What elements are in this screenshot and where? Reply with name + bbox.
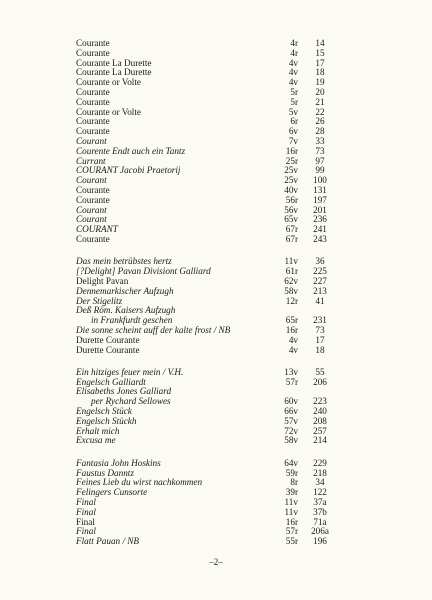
entry-folio: 55r [285,536,298,547]
index-entry [0,235,432,245]
index-entry [0,59,432,69]
entry-number: 225 [313,266,327,277]
index-entry [0,508,432,518]
entry-folio: 4v [288,67,298,78]
index-entry [0,417,432,427]
entry-title: Currant [76,155,106,166]
entry-number: 14 [315,38,325,48]
entry-folio: 11v [284,256,298,267]
entry-number: 20 [315,86,325,97]
entry-title: Courante or Volte [76,106,141,117]
entry-number: 28 [315,126,325,137]
entry-title: Engelsch Stück [76,406,132,417]
entry-folio: 58v [284,435,298,446]
entry-title: Erhalt mich [76,425,120,436]
entry-title: Courante [76,194,110,205]
entry-number: 229 [313,457,327,468]
entry-number: 223 [313,396,327,407]
index-entry [0,336,432,346]
entry-title: Courente Endt auch ein Tantz [76,145,186,156]
entry-title: Dennemarkischer Aufzugh [76,285,174,296]
index-entry [0,215,432,225]
entry-folio: 25r [285,155,298,166]
index-entry [0,88,432,98]
entry-number: 41 [315,295,325,306]
index-entry [0,166,432,176]
index-entry [0,469,432,479]
entry-folio: 40v [284,184,298,195]
entry-folio: 4r [290,38,298,48]
entry-title: Die sonne scheint auff der kalte frost / NB [76,324,231,335]
index-entry [0,186,432,196]
entry-number: 71a [313,516,327,527]
entry-folio: 25v [284,165,298,176]
entry-folio: 59r [285,467,298,478]
entry-folio: 39r [285,487,298,498]
entry-title: Courante [76,126,110,137]
entry-number: 17 [315,334,325,345]
entry-folio: 6v [288,126,298,137]
entry-folio: 62v [284,275,298,286]
index-entry [0,49,432,59]
entry-number: 36 [315,256,325,267]
entry-folio: 72v [284,425,298,436]
entry-number: 37a [313,497,327,508]
entry-folio: 12r [285,295,298,306]
index-entry [0,326,432,336]
index-entry [0,206,432,216]
entry-number: 21 [315,96,325,107]
index-entry [0,196,432,206]
entry-title: COURANT Jacobi Praetorij [76,165,181,176]
entry-folio: 4v [288,334,298,345]
entry-folio: 11v [284,506,298,517]
entry-number: 218 [313,467,327,478]
entry-title: Courant [76,204,107,215]
index-entry [0,39,432,49]
entry-folio: 57r [285,376,298,387]
entry-title: COURANT [76,224,118,235]
index-entry [0,407,432,417]
entry-number: 243 [313,233,327,244]
index-entry [0,387,432,397]
entry-folio: 58v [284,285,298,296]
index-entry [0,498,432,508]
entry-number: 236 [313,214,327,225]
index-entry [0,397,432,407]
entry-folio: 67r [285,233,298,244]
index-entry [0,277,432,287]
index-entry [0,378,432,388]
entry-folio: 16r [285,516,298,527]
index-entry [0,147,432,157]
entry-title: Courant [76,175,107,186]
entry-title: Courante [76,184,110,195]
entry-folio: 5r [290,86,298,97]
index-entry [0,488,432,498]
entry-number: 73 [315,145,325,156]
entry-title: in Frankfurdt geschen [91,315,173,326]
entry-folio: 6r [290,116,298,127]
entry-title: Final [76,497,96,508]
entry-title: Final [76,516,95,527]
entry-title: Courant [76,214,107,225]
entry-title: Engelsch Stückh [76,415,137,426]
entry-title: [?Delight] Pavan Divisiont Galliard [76,266,211,277]
index-entry [0,267,432,277]
index-entry [0,225,432,235]
entry-number: 206 [313,376,327,387]
index-entry [0,287,432,297]
entry-number: 55 [315,366,325,377]
index-entry [0,127,432,137]
entry-number: 196 [313,536,327,547]
entry-folio: 11v [284,497,298,508]
entry-title: Ein hitziges feuer mein / V.H. [76,366,184,377]
entry-title: Excusa me [76,435,116,446]
entry-number: 34 [315,477,325,488]
entry-number: 206a [311,526,329,537]
entry-title: Courante or Volte [76,77,141,88]
entry-number: 201 [313,204,327,215]
entry-number: 257 [313,425,327,436]
entry-number: 197 [313,194,327,205]
entry-title: Engelsch Galliardt [76,376,146,387]
entry-title: Deß Röm. Kaisers Aufzugh [76,305,176,316]
entry-title: Das mein betrübstes hertz [76,256,172,267]
entry-number: 122 [313,487,327,498]
entry-number: 18 [315,67,325,78]
entry-title: Courante [76,96,110,107]
entry-number: 231 [313,315,327,326]
entry-number: 131 [313,184,327,195]
entry-title: Delight Pavan [76,275,129,286]
section-gap [0,355,432,368]
entry-number: 17 [315,57,325,68]
entry-folio: 5r [290,96,298,107]
entry-number: 22 [315,106,325,117]
entry-title: Final [76,506,96,517]
entry-folio: 60v [284,396,298,407]
entry-number: 15 [315,47,325,58]
index-entry [0,306,432,316]
entry-title: Courant [76,135,107,146]
index-entry [0,68,432,78]
entry-title: Durette Courante [76,334,140,345]
entry-folio: 5v [288,106,298,117]
index-entry [0,297,432,307]
entry-title: Courante [76,116,110,127]
index-entry [0,346,432,356]
entry-folio: 57v [284,415,298,426]
entry-number: 240 [313,406,327,417]
index-entry [0,527,432,537]
entry-folio: 64v [284,457,298,468]
entry-title: Elisabeths Jones Galliard [76,386,172,397]
entry-number: 37b [313,506,327,517]
index-entry [0,368,432,378]
entry-folio: 7v [288,135,298,146]
entry-title: Courante [76,47,110,58]
entry-number: 227 [313,275,327,286]
entry-number: 100 [313,175,327,186]
index-entry [0,436,432,446]
entry-number: 99 [315,165,325,176]
index-entry [0,427,432,437]
entry-number: 241 [313,224,327,235]
entry-folio: 4v [288,57,298,68]
index-entry [0,478,432,488]
index-entry [0,78,432,88]
index-entry [0,518,432,528]
index-entry [0,137,432,147]
entry-folio: 8r [290,477,298,488]
entry-title: Courante [76,86,110,97]
entry-folio: 4r [290,47,298,58]
index-list [0,39,432,547]
index-entry [0,257,432,267]
section-gap [0,446,432,459]
entry-title: Flatt Pauan / NB [76,536,140,547]
entry-title: Durette Courante [76,344,140,355]
page-number: –2– [209,557,223,567]
entry-folio: 61r [285,266,298,277]
index-entry [0,117,432,127]
entry-folio: 65v [284,214,298,225]
entry-title: Courante [76,38,110,48]
entry-number: 214 [313,435,327,446]
entry-number: 73 [315,324,325,335]
entry-title: Fantasia John Hoskins [76,457,161,468]
entry-folio: 66v [284,406,298,417]
entry-title: per Rychard Sellowes [91,396,171,407]
entry-title: Courante [76,233,110,244]
entry-title: Courante La Durette [76,57,152,68]
entry-number: 18 [315,344,325,355]
entry-folio: 57r [285,526,298,537]
entry-number: 97 [315,155,325,166]
entry-number: 33 [315,135,325,146]
entry-title: Der Stigelitz [76,295,123,306]
entry-folio: 67r [285,224,298,235]
entry-folio: 16r [285,145,298,156]
index-entry [0,98,432,108]
entry-title: Feines Lieb du wirst nachkommen [76,477,203,488]
entry-folio: 65r [285,315,298,326]
section-gap [0,245,432,258]
entry-folio: 56r [285,194,298,205]
index-entry [0,108,432,118]
entry-folio: 25v [284,175,298,186]
entry-title: Felingers Cunsorte [76,487,148,498]
entry-title: Faustus Danntz [76,467,134,478]
entry-folio: 4v [288,344,298,355]
index-entry [0,157,432,167]
entry-title: Final [76,526,96,537]
entry-folio: 16r [285,324,298,335]
entry-folio: 13v [284,366,298,377]
entry-number: 26 [315,116,325,127]
index-entry [0,537,432,547]
entry-number: 213 [313,285,327,296]
entry-number: 208 [313,415,327,426]
entry-title: Courante La Durette [76,67,152,78]
entry-number: 19 [315,77,325,88]
entry-folio: 56v [284,204,298,215]
entry-folio: 4v [288,77,298,88]
index-entry [0,176,432,186]
index-entry [0,459,432,469]
